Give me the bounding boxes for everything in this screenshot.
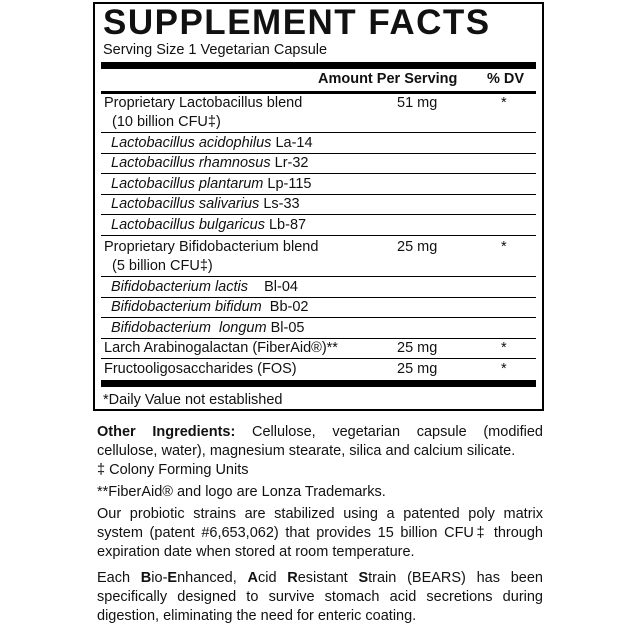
row-name: Proprietary Lactobacillus blend — [104, 95, 303, 111]
strain-code: La-14 — [275, 135, 313, 151]
panel-title: SUPPLEMENT FACTS — [103, 3, 491, 42]
table-row — [101, 277, 536, 298]
row-dv: * — [501, 340, 507, 356]
table-row — [101, 215, 536, 236]
row-dv: * — [501, 361, 507, 377]
bears-text: Each — [97, 570, 141, 586]
row-name — [111, 153, 308, 173]
bears-text: cid — [257, 570, 288, 586]
daily-value-footnote: *Daily Value not established — [103, 392, 283, 408]
strain-name: Bifidobacterium longum — [111, 320, 267, 336]
table-row — [101, 174, 536, 195]
strain-code: Bl-05 — [270, 320, 305, 336]
other-ingredients — [97, 423, 543, 461]
strains-paragraph: Our probiotic strains are stabilized using a patented poly matrix system (patent #6,653,062) that provides 15 billion CFU‡ through expiration date when stored at room temperature. — [97, 506, 543, 560]
row-name — [111, 297, 308, 317]
bears-text: nhanced, — [177, 570, 248, 586]
strain-name: Lactobacillus plantarum — [111, 176, 264, 192]
table-row — [101, 153, 536, 174]
fiberaid-note: **FiberAid® and logo are Lonza Trademarks. — [97, 484, 386, 500]
row-amount: 25 mg — [397, 361, 438, 377]
supplement-facts-panel — [93, 2, 544, 411]
bears-letter: S — [358, 570, 369, 586]
cfu-note: ‡ Colony Forming Units — [97, 462, 249, 478]
row-amount: 25 mg — [397, 340, 438, 356]
row-name: (10 billion CFU‡) — [112, 114, 221, 130]
row-name — [111, 277, 298, 297]
bears-text: esistant — [297, 570, 359, 586]
thick-divider — [101, 62, 536, 69]
row-name — [111, 174, 311, 194]
table-row — [101, 318, 536, 339]
row-dv: * — [501, 239, 507, 255]
strain-code: Bb-02 — [269, 299, 309, 315]
table-row — [101, 93, 536, 113]
row-name: Fructooligosaccharides (FOS) — [104, 361, 297, 377]
strain-code: Lb-87 — [268, 217, 307, 233]
strain-code: Lr-32 — [274, 155, 309, 171]
strain-name: Lactobacillus bulgaricus — [111, 217, 265, 233]
table-row — [101, 112, 536, 133]
col-dv-header: % DV — [487, 71, 525, 87]
bottom-thick-divider — [101, 380, 536, 387]
row-name: (5 billion CFU‡) — [112, 258, 213, 274]
bears-letter: A — [247, 570, 258, 586]
row-amount: 51 mg — [397, 95, 438, 111]
strain-name: Lactobacillus acidophilus — [111, 135, 272, 151]
serving-size: Serving Size 1 Vegetarian Capsule — [103, 42, 328, 58]
bears-text: train (BEARS) has been specifically designed to survive stomach acid secretions during digestion, eliminating the need for enteric coating. — [97, 570, 543, 624]
row-name — [111, 133, 313, 153]
strain-name: Lactobacillus salivarius — [111, 196, 260, 212]
bears-letter: E — [167, 570, 178, 586]
row-name — [111, 215, 306, 235]
strain-code: Bl-04 — [264, 279, 298, 295]
strain-code: Lp-115 — [267, 176, 312, 192]
col-amount-header: Amount Per Serving — [318, 71, 458, 87]
bears-paragraph — [97, 569, 543, 626]
table-row — [101, 237, 536, 257]
row-name: Proprietary Bifidobacterium blend — [104, 239, 319, 255]
strain-name: Bifidobacterium bifidum — [111, 299, 262, 315]
strain-code: Ls-33 — [263, 196, 300, 212]
other-ingredients-label: Other Ingredients: — [97, 424, 236, 440]
row-name — [111, 318, 304, 338]
row-name — [111, 194, 300, 214]
table-row — [101, 256, 536, 277]
row-dv: * — [501, 95, 507, 111]
bears-letter: B — [140, 570, 152, 586]
table-row — [101, 133, 536, 154]
other-ingredients-body: Cellulose, vegetarian capsule (modified cellulose, water), magnesium stearate, silica and calcium silicate. — [97, 424, 543, 459]
strain-name: Bifidobacterium lactis — [111, 279, 248, 295]
strain-name: Lactobacillus rhamnosus — [111, 155, 271, 171]
table-row — [101, 338, 536, 359]
row-name: Larch Arabinogalactan (FiberAid®)** — [104, 340, 338, 356]
table-row — [101, 194, 536, 215]
row-amount: 25 mg — [397, 239, 438, 255]
table-row — [101, 359, 536, 379]
bears-text: io- — [151, 570, 168, 586]
table-row — [101, 297, 536, 318]
bears-letter: R — [287, 570, 298, 586]
